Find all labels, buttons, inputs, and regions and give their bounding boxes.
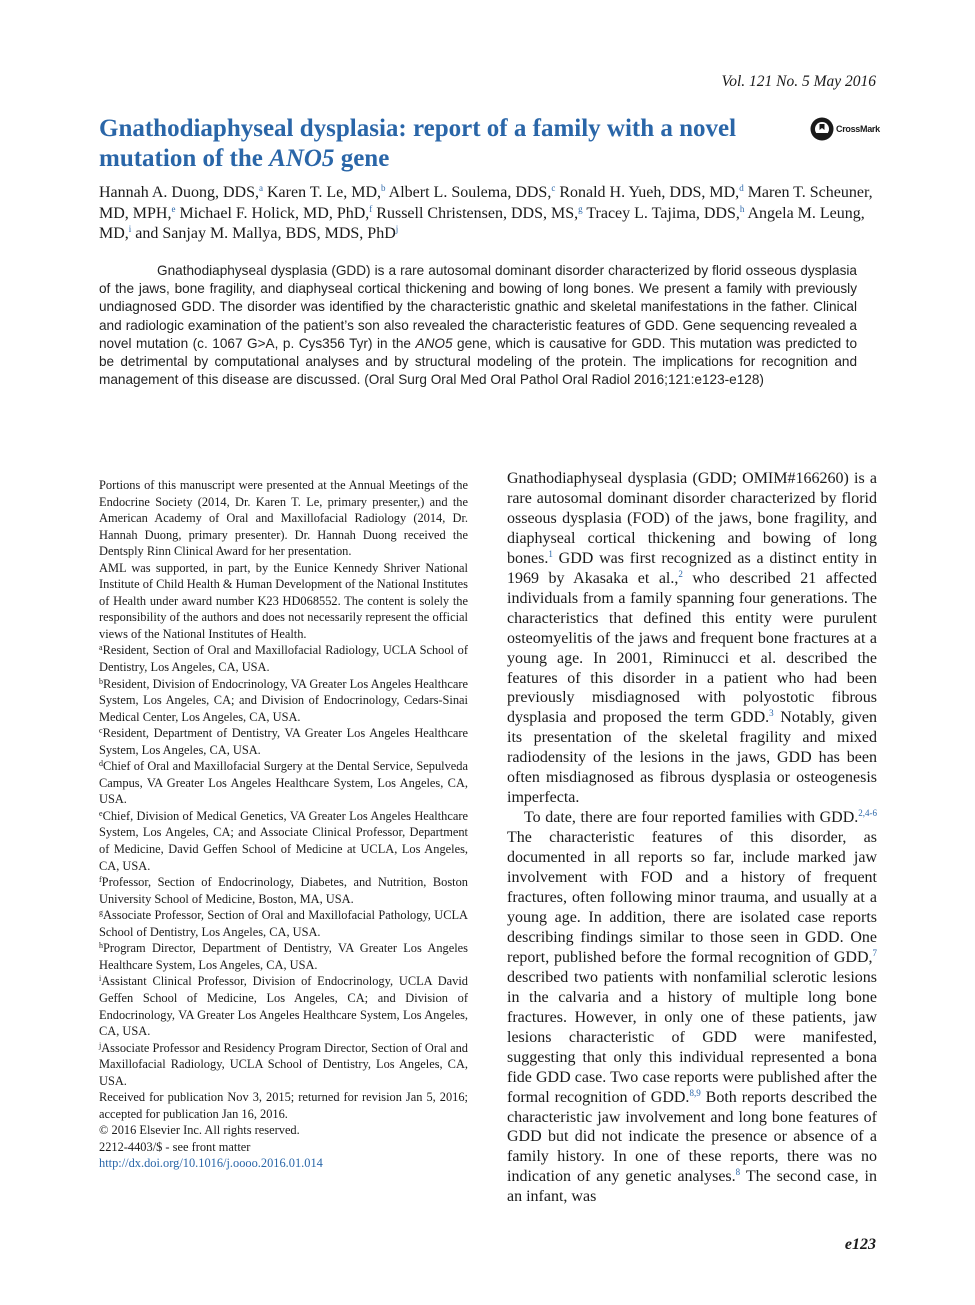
abstract-gene: ANO5 [415, 335, 453, 351]
reference-link[interactable]: 2,4-6 [858, 808, 877, 819]
article-title [99, 114, 799, 174]
author-name: Maren T. Scheuner, MD, MPH, [99, 184, 873, 222]
affiliation-item [99, 1040, 468, 1090]
copyright: © 2016 Elsevier Inc. All rights reserved. [99, 1123, 300, 1138]
body-text: Gnathodiaphyseal dysplasia (GDD; OMIM#166260) is a rare autosomal dominant disorder characterized by florid osseous dysplasia (FOD) of the jaws, bone fragility, and diaphyseal cortical thickening and bowing of long bones. [507, 470, 877, 567]
author-separator: and [131, 225, 163, 242]
footnotes-column [99, 477, 468, 1172]
body-text: Both reports described the characteristic jaw involvement and long bone features of GDD but did not indicate the presence or absence of a family history. In one of these reports, there was no indication of any genetic analyses. [507, 1088, 877, 1186]
affiliation-text: Chief, Division of Medical Genetics, VA Greater Los Angeles Healthcare System, Los Angeles, CA; and Associate Clinical Professor, Department of Medicine, David Geffen School of Medicine at UCLA, Los Angeles, CA, USA. [99, 808, 468, 873]
title-part1: Gnathodiaphyseal dysplasia: report of a family with a novel mutation of the [99, 115, 737, 172]
affiliation-text: Resident, Department of Dentistry, VA Greater Los Angeles Healthcare System, Los Angeles, CA, USA. [99, 726, 468, 757]
reference-link[interactable]: 8 [735, 1167, 741, 1178]
affiliation-text: Resident, Division of Endocrinology, VA Greater Los Angeles Healthcare System, Los Angeles, CA; and Division of Endocrinology, Cedars-Sinai Medical Center, Los Angeles, CA, USA. [99, 676, 468, 724]
presentation-note: Portions of this manuscript were presented at the Annual Meetings of the Endocrine Society (2014, Dr. Karen T. Le, primary presenter,) and the American Academy of Oral and Maxillofacial Radiology (2014, Dr. Hannah Duong, primary presenter). Dr. Hannah Duong received the Dentsply Rinn Clinical Award for her presentation. [99, 478, 468, 559]
abstract-part2: gene, which is causative for GDD. This mutation was predicted to be detrimental by computational analyses and by structural modeling of the protein. The implications for recognition and management of this disease are discussed. (Oral Surg Oral Med Oral Pathol Oral Radiol 2016;121:e123-e128) [99, 335, 858, 388]
affiliation-label: b [99, 676, 103, 686]
affiliation-label: f [99, 875, 102, 885]
body-column [507, 469, 877, 1207]
affiliation-label: g [99, 908, 103, 918]
crossmark-label: CrossMark [836, 124, 880, 134]
body-text: described two patients with nonfamilial sclerotic lesions in the calvaria and a history of multiple long bone fractures. However, in only one of these patients, jaw lesions characteristic of GDD were manifested, suggesting that only this individual represented a bona fide GDD case. Two case reports were published after the formal recognition of GDD. [507, 968, 877, 1106]
affiliation-marker[interactable]: b [381, 183, 386, 193]
abstract [99, 262, 857, 389]
abstract-part1: Gnathodiaphyseal dysplasia (GDD) is a rare autosomal dominant disorder characterized by florid osseous dysplasia of the jaws, bone fragility, and diaphyseal cortical thickening and bowing of long bones. We present a family with previously undiagnosed GDD. The disorder was identified by the characteristic gnathic and skeletal manifestations in the father. Clinical and radiologic examination of the patient’s son also revealed the characteristic features of GDD. Gene sequencing revealed a novel mutation (c. 1067 G>A, p. Cys356 Tyr) in the [99, 263, 857, 351]
journal-issue: Vol. 121 No. 5 May 2016 [721, 73, 876, 90]
body-text: GDD was first recognized as a distinct entity in 1969 by Akasaka et al., [507, 549, 877, 587]
affiliation-label: d [99, 759, 103, 769]
reference-link[interactable]: 3 [769, 708, 774, 719]
affiliation-item [99, 808, 468, 874]
page-number: e123 [844, 1236, 876, 1253]
received-dates: Received for publication Nov 3, 2015; returned for revision Jan 5, 2016; accepted for publication Jan 16, 2016. [99, 1090, 468, 1121]
affiliation-item [99, 758, 468, 808]
author-name: Albert L. Soulema, DDS, [388, 184, 552, 201]
crossmark-badge[interactable] [810, 117, 880, 141]
affiliation-text: Program Director, Department of Dentistry, VA Greater Los Angeles Healthcare System, Los Angeles, CA, USA. [99, 941, 468, 972]
body-text: Notably, given its presentation of the skeletal fragility and mixed radiodensity of the lesions in the jaws, GDD has been often misdiagnosed as fibrous dysplasia or osteogenesis imperfecta. [507, 709, 877, 807]
author-name: Karen T. Le, MD, [267, 184, 382, 201]
affiliation-item [99, 676, 468, 726]
affiliation-item [99, 940, 468, 973]
body-paragraph-1 [507, 469, 877, 808]
affiliation-marker[interactable]: g [578, 203, 583, 214]
affiliation-label: c [99, 726, 103, 736]
body-paragraph-2 [507, 808, 877, 1207]
affiliation-marker[interactable]: i [128, 224, 132, 234]
affiliation-item [99, 874, 468, 907]
affiliation-item [99, 725, 468, 758]
affiliation-label: i [99, 974, 102, 984]
affiliation-item [99, 642, 468, 675]
affiliation-marker[interactable]: h [739, 203, 745, 214]
affiliation-text: Chief of Oral and Maxillofacial Surgery at the Dental Service, Sepulveda Campus, VA Greater Los Angeles Healthcare System, Los Angeles, CA, USA. [99, 759, 468, 807]
body-text: The second case, in an infant, was [507, 1168, 877, 1206]
author-name: Russell Christensen, DDS, MS, [376, 204, 579, 222]
author-name: Ronald H. Yueh, DDS, MD, [559, 184, 740, 201]
affiliation-label: a [99, 643, 103, 653]
affiliation-marker[interactable]: f [369, 203, 373, 214]
author-name: Hannah A. Duong, DDS, [99, 184, 259, 201]
affiliation-text: Professor, Section of Endocrinology, Diabetes, and Nutrition, Boston University School of Medicine, Boston, MA, USA. [99, 875, 468, 906]
body-text: who described 21 affected individuals from a family spanning four generations. The characteristics that defined this entity were purulent osteomyelitis of the jaws and frequent bone fractures at a young age. In 2001, Riminucci et al. described the features of this disorder in a patient who had been previously misdiagnosed with polyostotic fibrous dysplasia and proposed the term GDD. [507, 569, 877, 727]
affiliation-label: e [99, 808, 103, 818]
affiliation-marker[interactable]: e [171, 203, 176, 214]
affiliations [99, 642, 468, 1089]
affiliation-marker[interactable]: j [395, 224, 399, 234]
affiliation-marker[interactable]: d [739, 183, 744, 193]
funding-note: AML was supported, in part, by the Eunice Kennedy Shriver National Institute of Child Health & Human Development of the National Institutes of Health under award number K23 HD068552. The content is solely the responsibility of the authors and does not necessarily represent the official views of the National Institutes of Health. [99, 560, 468, 641]
crossmark-icon [810, 117, 834, 141]
title-gene: ANO5 [269, 145, 335, 172]
author-name: Tracey L. Tajima, DDS, [586, 204, 740, 222]
author-name: Sanjay M. Mallya, BDS, MDS, PhD [162, 225, 396, 242]
reference-link[interactable]: 2 [678, 568, 683, 579]
title-part2: gene [334, 145, 390, 172]
author-list [99, 183, 879, 245]
affiliation-marker[interactable]: a [259, 183, 263, 193]
reference-link[interactable]: 8,9 [689, 1087, 701, 1098]
affiliation-marker[interactable]: c [551, 183, 556, 193]
author-name: Angela M. Leung, MD, [99, 204, 865, 242]
author-name: Michael F. Holick, MD, PhD, [179, 204, 370, 222]
body-text: The characteristic features of this disorder, as documented in all reports so far, include marked jaw involvement with FOD and a history of frequent fractures, often following minor trauma, and usually at a young age. In addition, there are isolated case reports describing findings similar to those seen in GDD. One report, published before the formal recognition of GDD, [507, 829, 877, 966]
affiliation-text: Associate Professor and Residency Program Director, Section of Oral and Maxillofacial Radiology, UCLA School of Dentistry, Los Angeles, CA, USA. [99, 1040, 468, 1088]
affiliation-item [99, 907, 468, 940]
reference-link[interactable]: 1 [548, 548, 553, 559]
doi-link[interactable]: http://dx.doi.org/10.1016/j.oooo.2016.01.014 [99, 1156, 323, 1171]
affiliation-text: Assistant Clinical Professor, Division of Endocrinology, UCLA David Geffen School of Medicine, Los Angeles, CA; and Division of Endocrinology, VA Greater Los Angeles Healthcare System, Los Angeles, CA, USA. [99, 974, 468, 1039]
affiliation-item [99, 973, 468, 1039]
affiliation-label: j [99, 1040, 102, 1050]
affiliation-text: Associate Professor, Section of Oral and Maxillofacial Pathology, UCLA School of Dentistry, Los Angeles, CA, USA. [99, 908, 468, 939]
affiliation-text: Resident, Section of Oral and Maxillofacial Radiology, UCLA School of Dentistry, Los Angeles, CA, USA. [99, 643, 468, 675]
reference-link[interactable]: 7 [872, 947, 877, 958]
issn: 2212-4403/$ - see front matter [99, 1139, 251, 1154]
body-text: To date, there are four reported families with GDD. [524, 809, 859, 827]
affiliation-label: h [99, 941, 103, 951]
